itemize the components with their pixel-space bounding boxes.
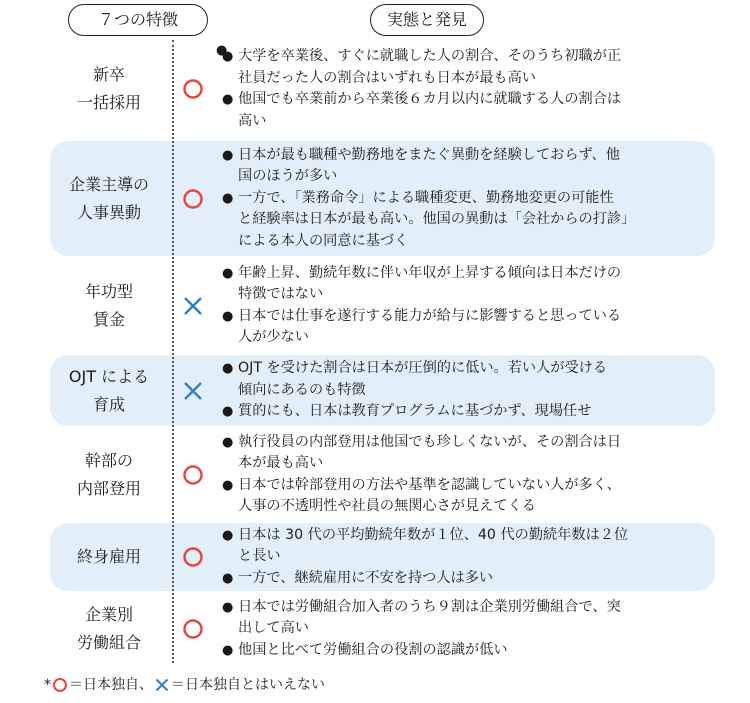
findings-list [222, 594, 709, 664]
finding-line: ● 日本では仕事を遂行する能力が給与に影響すると思っている [238, 307, 622, 324]
finding-line: による本人の同意に基づく [238, 232, 409, 249]
finding-line: 傾向にあるのも特徴 [238, 381, 366, 398]
findings-list [222, 355, 709, 426]
finding-line: と経験率は日本が最も高い。他国の異動は「会社からの打診」 [238, 211, 636, 228]
circle-mark-icon [182, 546, 204, 568]
feature-row [50, 141, 715, 256]
finding-line: ● 日本が最も職種や勤務地をまたぐ異動を経験しておらず、他 [238, 146, 620, 163]
circle-mark-icon [182, 188, 204, 210]
finding-bullet [222, 640, 709, 662]
finding-bullet [222, 525, 709, 568]
finding-line: ● 執行役員の内部登用は他国でも珍しくないが、その割合は日 [238, 433, 622, 450]
feature-row [50, 259, 715, 352]
feature-name [50, 523, 168, 591]
column-divider-left [172, 40, 174, 663]
finding-line: ● 日本では幹部登用の方法や基準を認識していない人が多く、 [238, 476, 621, 493]
finding-bullet [222, 188, 709, 253]
finding-line: ● 一方で、継続雇用に不安を持つ人は多い [238, 569, 494, 586]
findings-header: 実態と発見 [370, 4, 484, 36]
finding-line: 人事の不透明性や社員の無関心さが見えてくる [238, 498, 536, 514]
finding-bullet [222, 89, 709, 132]
finding-bullet [222, 263, 709, 306]
feature-name [50, 429, 168, 520]
legend-footnote [44, 675, 325, 695]
legend-circle-icon [52, 677, 68, 693]
feature-row [50, 40, 715, 138]
feature-name [50, 40, 168, 138]
finding-line: と長い [238, 548, 281, 565]
finding-line: ● 日本では労働組合加入者のうち９割は企業別労働組合で、突 [238, 598, 621, 615]
circle-mark-icon [182, 78, 204, 100]
feature-name-line: 育成 [92, 394, 125, 414]
finding-line: 高い [238, 112, 267, 129]
finding-bullet [222, 358, 709, 401]
feature-name-line: 労働組合 [76, 633, 141, 652]
finding-bullet [222, 432, 709, 475]
finding-line: ● 他国と比べて労働組合の役割の認識が低い [238, 641, 508, 658]
feature-name-line: 企業別 [84, 605, 133, 624]
features-header: ７つの特徴 [68, 4, 208, 36]
feature-name-line: 年功型 [84, 281, 133, 301]
feature-row [50, 594, 715, 664]
finding-line: 国のほうが多い [238, 168, 338, 185]
footnote-asterisk: * [44, 677, 51, 693]
findings-list [222, 141, 709, 256]
feature-row [50, 355, 715, 426]
cross-mark-icon [182, 380, 204, 402]
feature-name [50, 259, 168, 352]
feature-name-line: 幹部の [84, 450, 133, 470]
finding-line: 本が最も高い [238, 455, 324, 471]
finding-line: 人が少ない [238, 329, 309, 345]
finding-line: ● 日本は 30 代の平均勤続年数が１位、40 代の勤続年数は２位 [238, 526, 629, 543]
finding-bullet [222, 145, 709, 188]
findings-list [222, 429, 709, 520]
feature-name [50, 355, 168, 426]
findings-list [222, 259, 709, 352]
legend-cross-text: ＝日本独自とはいえない [171, 677, 325, 693]
finding-bullet [222, 46, 709, 89]
feature-name-line: 賃金 [92, 309, 125, 329]
feature-name-line: 人事異動 [76, 202, 141, 222]
circle-mark-icon [182, 618, 204, 640]
findings-list [222, 40, 709, 138]
finding-line: ● 質的にも、日本は教育プログラムに基づかず、現場任せ [238, 403, 592, 420]
finding-bullet [222, 401, 709, 423]
feature-name [50, 141, 168, 256]
feature-name-line: OJT による [68, 366, 150, 386]
legend-cross-icon [154, 677, 170, 693]
finding-line: ● OJT を受けた割合は日本が圧倒的に低い。若い人が受ける [238, 360, 608, 377]
finding-bullet [222, 306, 709, 349]
finding-line: 社員だった人の割合はいずれも日本が最も高い [238, 69, 536, 86]
feature-name-line: 内部登用 [76, 478, 141, 498]
finding-line: ● 他国でも卒業前から卒業後６カ月以内に就職する人の割合は [238, 91, 622, 107]
feature-name-line: 企業主導の [68, 174, 149, 194]
feature-row [50, 523, 715, 591]
finding-line: 特徴ではない [238, 286, 324, 302]
findings-list [222, 523, 709, 591]
finding-bullet [222, 475, 709, 518]
feature-name-line: 終身雇用 [76, 547, 141, 566]
finding-bullet [222, 597, 709, 640]
legend-circle-text: ＝日本独自、 [69, 677, 153, 693]
finding-line: 出して高い [238, 620, 309, 637]
feature-name-line: 一括採用 [76, 93, 141, 112]
feature-row [50, 429, 715, 520]
feature-name [50, 594, 168, 664]
finding-bullet [222, 568, 709, 590]
feature-name-line: 新卒 [92, 65, 125, 84]
finding-line: ● 大学を卒業後、すぐに就職した人の割合、そのうち初職が正 [238, 48, 622, 64]
circle-mark-icon [182, 464, 204, 486]
finding-line: ● 年齢上昇、勤続年数に伴い年収が上昇する傾向は日本だけの [238, 264, 622, 281]
finding-line: ● 一方で、「業務命令」による職種変更、勤務地変更の可能性 [238, 189, 614, 206]
cross-mark-icon [182, 295, 204, 317]
